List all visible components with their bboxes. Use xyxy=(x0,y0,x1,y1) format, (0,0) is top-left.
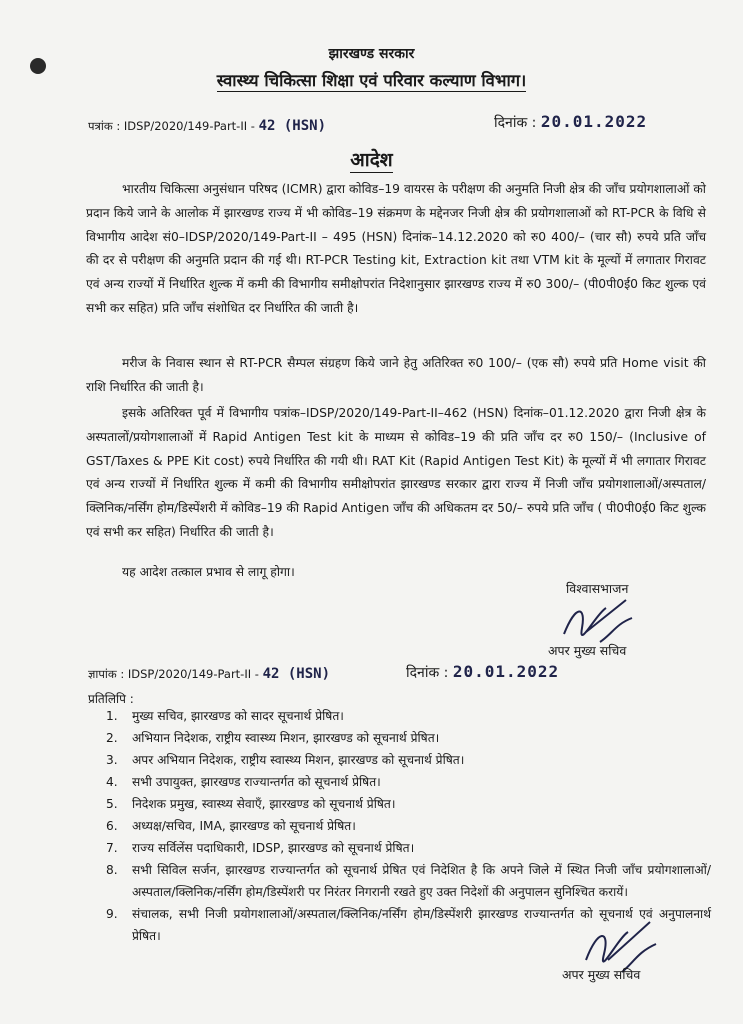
list-item-number: 3. xyxy=(106,753,118,767)
list-item-number: 2. xyxy=(106,731,118,745)
copy-to-label: प्रतिलिपि : xyxy=(88,692,134,706)
list-item xyxy=(106,815,711,837)
order-title-text: आदेश xyxy=(350,149,393,171)
list-item-number: 7. xyxy=(106,841,118,855)
order-paragraph-2: मरीज के निवास स्थान से RT-PCR सैम्पल संग्रहण किये जाने हेतु अतिरिक्त रु0 100/– (एक सौ) रुपये प्रति Home visit की राशि निर्धारित की जाती है। xyxy=(86,356,706,394)
memo-date-label: दिनांक : xyxy=(406,665,449,681)
list-item xyxy=(106,705,711,727)
letter-reference xyxy=(88,118,326,134)
order-paragraph-3: इसके अतिरिक्त पूर्व में विभागीय पत्रांक–IDSP/2020/149-Part-II–462 (HSN) दिनांक–01.12.2020 द्वारा निजी क्षेत्र के अस्पतालों/प्रयोगशालाओं में Rapid Antigen Test kit के माध्यम से कोविड–19 की प्रति जाँच दर रु0 150/– (Inclusive of GST/Taxes & PPE Kit cost) रुपये निर्धारित की गयी थी। RAT Kit (Rapid Antigen Test Kit) के मूल्यों में भी लगातार गिरावट एवं अन्य राज्यों में निर्धारित शुल्क में कमी की विभागीय समीक्षोपरांत झारखण्ड सरकार द्वारा राज्य में निजी जाँच प्रयोगशालाओं/अस्पताल/क्लिनिक/नर्सिंग होम/डिस्पेंशरी में कोविड–19 की Rapid Antigen जाँच की अधिकतम दर 50/– रुपये प्रति जाँच ( पी0पी0ई0 किट शुल्क एवं सभी कर सहित) निर्धारित की जाती है। xyxy=(86,406,706,539)
letter-date-label: दिनांक : xyxy=(494,115,537,131)
memo-reference xyxy=(88,666,330,682)
list-item-text: अपर अभियान निदेशक, राष्ट्रीय स्वास्थ्य मिशन, झारखण्ड को सूचनार्थ प्रेषित। xyxy=(132,753,465,767)
letter-date-value: 20.01.2022 xyxy=(540,112,648,131)
letter-date xyxy=(494,112,647,132)
list-item xyxy=(106,859,711,903)
order-paragraph-1: भारतीय चिकित्सा अनुसंधान परिषद (ICMR) द्वारा कोविड–19 वायरस के परीक्षण की अनुमति निजी क्षेत्र की जाँच प्रयोगशालाओं को प्रदान किये जाने के आलोक में झारखण्ड राज्य में भी कोविड–19 संक्रमण के मद्देनजर निजी क्षेत्र की प्रयोगशालाओं को RT-PCR के विधि से विभागीय आदेश सं0–IDSP/2020/149-Part-II – 495 (HSN) दिनांक–14.12.2020 को रु0 400/– (चार सौ) रुपये प्रति जाँच की दर से परीक्षण की अनुमति प्रदान की गई थी। RT-PCR Testing kit, Extraction kit तथा VTM kit के मूल्यों में लगातार गिरावट एवं अन्य राज्यों में निर्धारित शुल्क में कमी की विभागीय समीक्षोपरांत निदेशानुसार झारखण्ड राज्य में रु0 300/– (पी0पी0ई0 किट शुल्क एवं सभी कर सहित) प्रति जाँच संशोधित दर निर्धारित की जाती है। xyxy=(86,182,706,315)
memo-date-value: 20.01.2022 xyxy=(452,662,560,681)
order-title xyxy=(0,146,743,172)
list-item-number: 6. xyxy=(106,819,118,833)
signature-designation-2: अपर मुख्य सचिव xyxy=(562,967,641,982)
list-item-text: मुख्य सचिव, झारखण्ड को सादर सूचनार्थ प्रेषित। xyxy=(132,709,344,723)
list-item xyxy=(106,793,711,815)
list-item-text: निदेशक प्रमुख, स्वास्थ्य सेवाएँ, झारखण्ड को सूचनार्थ प्रेषित। xyxy=(132,797,396,811)
list-item-text: अभियान निदेशक, राष्ट्रीय स्वास्थ्य मिशन, झारखण्ड को सूचनार्थ प्रेषित। xyxy=(132,731,440,745)
signature-designation: अपर मुख्य सचिव xyxy=(548,643,627,658)
letter-ref-number: 42 (HSN) xyxy=(258,118,327,134)
order-paragraph-4: यह आदेश तत्काल प्रभाव से लागू होगा। xyxy=(122,565,295,579)
letter-ref-label: पत्रांक : IDSP/2020/149-Part-II - xyxy=(88,119,255,133)
government-name: झारखण्ड सरकार xyxy=(328,46,415,62)
memo-ref-number: 42 (HSN) xyxy=(262,666,331,682)
list-item xyxy=(106,837,711,859)
list-item-text: सभी सिविल सर्जन, झारखण्ड राज्यान्तर्गत को सूचनार्थ प्रेषित एवं निदेशित है कि अपने जिले में स्थित निजी जाँच प्रयोगशालाओं/अस्पताल/क्लिनिक/नर्सिंग होम/डिस्पेंशरी पर निरंतर निगरानी रखते हुए उक्त निदेशों की अनुपालन सुनिश्चित करायें। xyxy=(132,863,711,899)
signature-closing: विश्वासभाजन xyxy=(566,581,629,596)
memo-date xyxy=(406,662,559,682)
memo-ref-label: ज्ञापांक : IDSP/2020/149-Part-II - xyxy=(88,667,259,681)
copy-to-list xyxy=(106,705,711,947)
list-item-text: संचालक, सभी निजी प्रयोगशालाओं/अस्पताल/क्लिनिक/नर्सिंग होम/डिस्पेंशरी झारखण्ड राज्यान्तर्गत को सूचनार्थ एवं अनुपालनार्थ प्रेषित। xyxy=(132,907,711,943)
list-item-number: 4. xyxy=(106,775,118,789)
list-item-number: 8. xyxy=(106,863,118,877)
list-item xyxy=(106,749,711,771)
list-item-text: सभी उपायुक्त, झारखण्ड राज्यान्तर्गत को सूचनार्थ प्रेषित। xyxy=(132,775,381,789)
list-item xyxy=(106,727,711,749)
list-item xyxy=(106,771,711,793)
list-item-number: 1. xyxy=(106,709,118,723)
department-name-text: स्वास्थ्य चिकित्सा शिक्षा एवं परिवार कल्याण विभाग। xyxy=(216,71,527,90)
list-item-text: अध्यक्ष/सचिव, IMA, झारखण्ड को सूचनार्थ प्रेषित। xyxy=(132,819,356,833)
list-item-number: 5. xyxy=(106,797,118,811)
department-name xyxy=(0,68,743,91)
list-item-text: राज्य सर्विलेंस पदाधिकारी, IDSP, झारखण्ड को सूचनार्थ प्रेषित। xyxy=(132,841,415,855)
list-item-number: 9. xyxy=(106,907,118,921)
